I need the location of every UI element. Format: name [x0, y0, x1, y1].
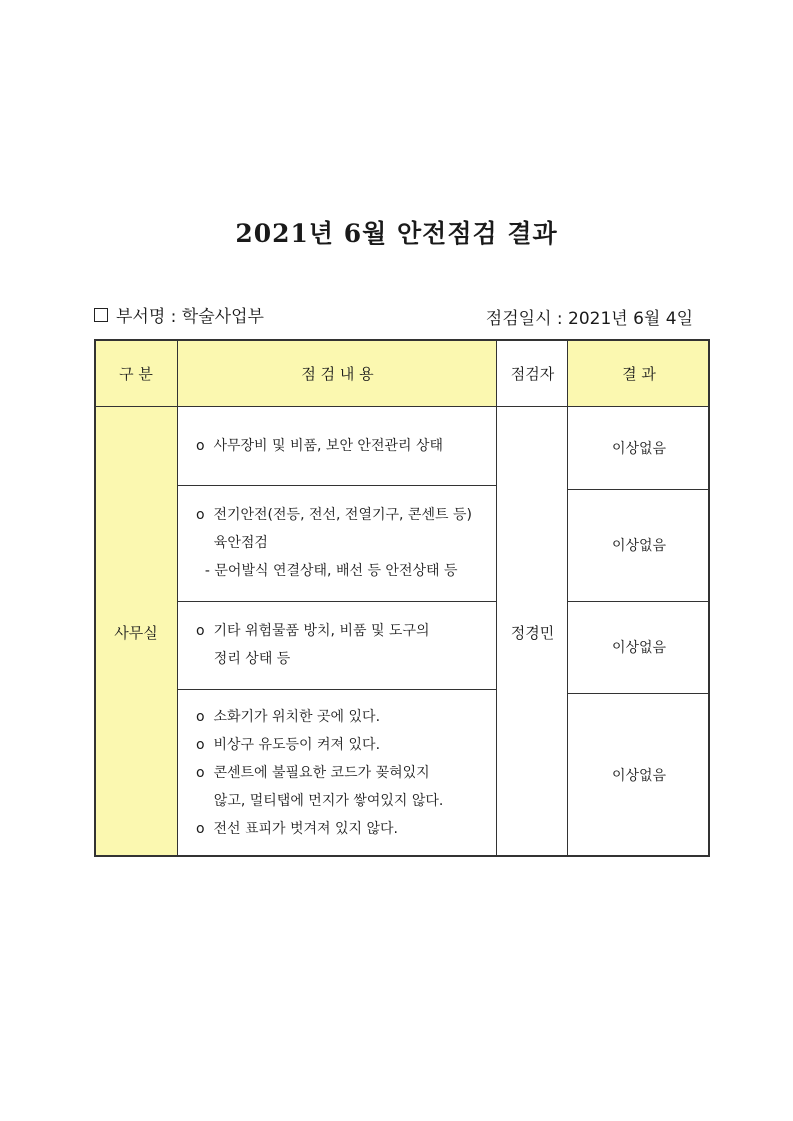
department-label: 부서명 : 학술사업부 — [116, 307, 264, 327]
result-row-2: 이상없음 — [611, 538, 667, 554]
content-line: o 비상구 유도등이 켜져 있다. — [196, 737, 381, 753]
content-line: 육안점검 — [196, 535, 268, 551]
result-row-3: 이상없음 — [611, 640, 667, 656]
table-border — [496, 339, 497, 857]
inspector-cell: 정경민 — [510, 623, 555, 642]
content-line: o 콘센트에 불필요한 코드가 꽂혀있지 — [196, 765, 430, 781]
header-category: 구 분 — [94, 339, 178, 407]
header-inspector: 점검자 — [497, 339, 568, 407]
table-border — [177, 339, 178, 857]
content-line: o 전선 표피가 벗겨져 있지 않다. — [196, 821, 399, 837]
table-border — [708, 339, 710, 857]
row-divider — [178, 689, 497, 690]
row-divider — [178, 601, 497, 602]
row-divider — [568, 693, 710, 694]
table-border — [567, 339, 568, 857]
content-line: - 문어발식 연결상태, 배선 등 안전상태 등 — [196, 563, 458, 579]
table-border — [94, 339, 710, 341]
table-border — [94, 855, 710, 857]
content-line: o 기타 위험물품 방치, 비품 및 도구의 — [196, 623, 430, 639]
inspection-date: 점검일시 : 2021년 6월 4일 — [485, 309, 693, 329]
content-row-4 — [178, 689, 497, 857]
result-row-1: 이상없음 — [611, 441, 667, 457]
content-line: o 소화기가 위치한 곳에 있다. — [196, 709, 381, 725]
content-line: o 사무장비 및 비품, 보안 안전관리 상태 — [196, 438, 444, 454]
content-row-2 — [178, 485, 497, 601]
header-result: 결 과 — [568, 339, 710, 407]
row-divider — [178, 485, 497, 486]
department-line — [94, 302, 264, 327]
content-line: 않고, 멀티탭에 먼지가 쌓여있지 않다. — [196, 793, 444, 809]
inspection-table — [94, 339, 710, 857]
row-divider — [568, 489, 710, 490]
checkbox-icon — [94, 308, 108, 322]
page-title: 2021년 6월 안전점검 결과 — [235, 219, 558, 248]
content-row-3 — [178, 601, 497, 689]
table-border — [94, 339, 96, 857]
category-cell: 사무실 — [94, 407, 178, 857]
content-line: o 전기안전(전등, 전선, 전열기구, 콘센트 등) — [196, 507, 472, 523]
row-divider — [568, 601, 710, 602]
header-content: 점 검 내 용 — [178, 339, 497, 407]
content-line: 정리 상태 등 — [196, 651, 291, 667]
content-row-1 — [178, 407, 497, 485]
result-row-4: 이상없음 — [611, 768, 667, 784]
table-border — [94, 406, 710, 407]
